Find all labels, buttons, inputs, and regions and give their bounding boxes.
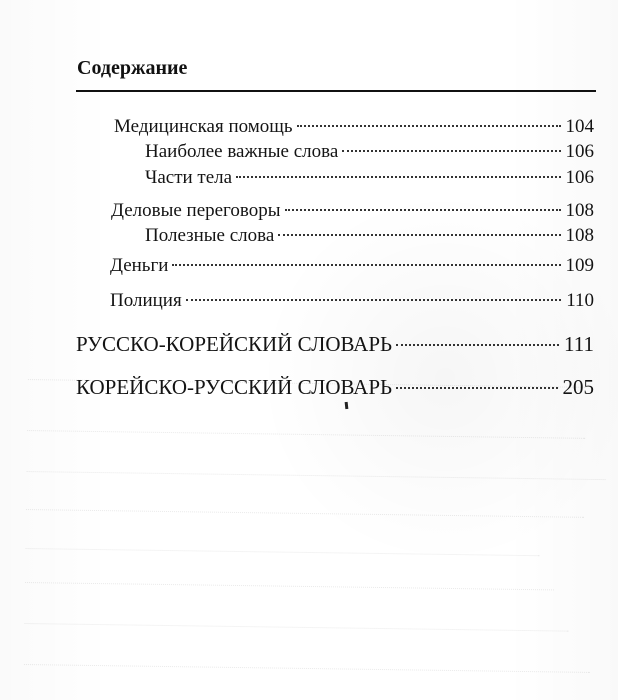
page-number: 106 (565, 167, 594, 188)
toc-entry-useful-words[interactable] (145, 224, 594, 248)
toc-entry-korean-russian-dictionary[interactable] (76, 375, 594, 399)
page-number: 108 (565, 225, 594, 246)
show-through-line (27, 430, 585, 439)
page-number: 109 (565, 255, 594, 276)
dot-leader (342, 150, 560, 152)
toc-entry-russian-korean-dictionary[interactable] (76, 332, 594, 356)
page-number: 104 (565, 116, 594, 137)
toc-entry-business-negotiations[interactable] (111, 199, 594, 223)
dot-leader (186, 299, 562, 301)
print-mark (345, 402, 349, 409)
dot-leader (297, 125, 561, 127)
page-number: 205 (562, 375, 594, 399)
page-number: 106 (565, 141, 594, 162)
toc-entry-label: Полезные слова (145, 225, 275, 246)
show-through-line (27, 471, 606, 480)
show-through-line (25, 582, 554, 590)
dot-leader (396, 387, 557, 389)
show-through-line (24, 623, 568, 632)
show-through-line (26, 509, 584, 518)
toc-entry-label: КОРЕЙСКО-РУССКИЙ СЛОВАРЬ (76, 375, 393, 399)
dot-leader (172, 264, 560, 266)
dot-leader (278, 234, 560, 236)
toc-entry-label: Полиция (110, 290, 182, 311)
toc-entry-label: Наиболее важные слова (145, 141, 339, 162)
dot-leader (285, 209, 561, 211)
page-title: Содержание (77, 57, 188, 79)
toc-entry-body-parts[interactable] (145, 166, 594, 190)
dot-leader (396, 344, 559, 346)
title-divider (76, 90, 596, 92)
show-through-line (24, 664, 590, 673)
toc-entry-label: Деловые переговоры (111, 200, 281, 221)
toc-entry-money[interactable] (110, 254, 594, 278)
toc-entry-label: Части тела (145, 167, 233, 188)
toc-entry-police[interactable] (110, 289, 594, 313)
show-through-line (26, 548, 540, 556)
dot-leader (236, 176, 560, 178)
page-number: 110 (566, 290, 594, 311)
toc-entry-label: Медицинская помощь (114, 116, 293, 137)
toc-entry-label: РУССКО-КОРЕЙСКИЙ СЛОВАРЬ (76, 332, 393, 356)
toc-entry-label: Деньги (110, 255, 169, 276)
page-number: 111 (564, 332, 594, 356)
toc-entry-important-words[interactable] (145, 140, 594, 164)
page-number: 108 (565, 200, 594, 221)
toc-entry-medical-help[interactable] (114, 115, 594, 139)
